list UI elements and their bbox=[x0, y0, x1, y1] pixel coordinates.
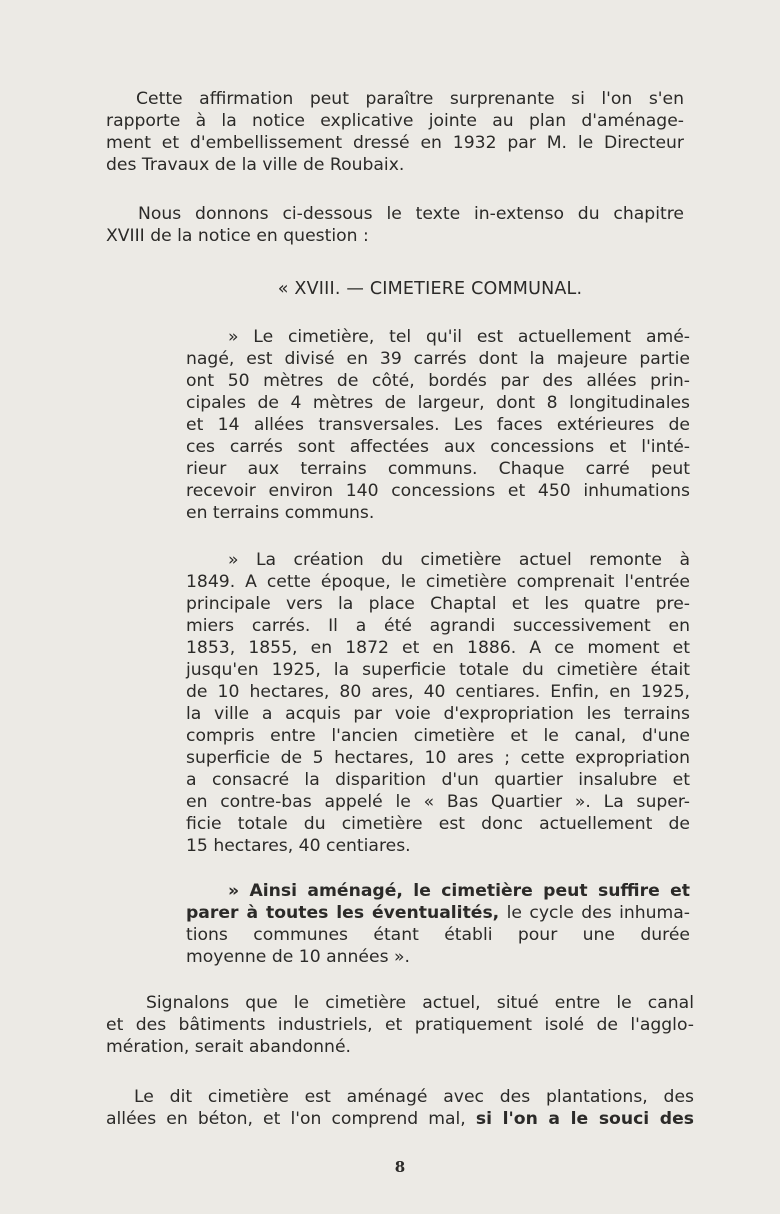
text-line: et des bâtiments industriels, et pratiquement isolé de l'agglo- bbox=[106, 1015, 694, 1035]
text-line: a consacré la disparition d'un quartier insalubre et bbox=[186, 770, 690, 790]
text-line: et 14 allées transversales. Les faces extérieures de bbox=[186, 415, 690, 435]
text-line: miers carrés. Il a été agrandi successivement en bbox=[186, 616, 690, 636]
text-line: XVIII de la notice en question : bbox=[106, 226, 369, 246]
text-line bbox=[186, 902, 690, 924]
text-run: allées en béton, et l'on comprend mal, bbox=[106, 1109, 476, 1129]
text-line: » Le cimetière, tel qu'il est actuellement amé- bbox=[228, 327, 690, 347]
text-line: de 10 hectares, 80 ares, 40 centiares. Enfin, en 1925, bbox=[186, 682, 690, 702]
paragraph-chapter-intro bbox=[106, 203, 684, 247]
text-run: le cycle des inhuma- bbox=[499, 903, 690, 923]
text-line: cipales de 4 mètres de largeur, dont 8 longitudinales bbox=[186, 393, 690, 413]
text-line: 1853, 1855, en 1872 et en 1886. A ce moment et bbox=[186, 638, 690, 658]
bold-phrase: parer à toutes les éventualités, bbox=[186, 903, 500, 923]
bold-phrase: si l'on a le souci des bbox=[475, 1109, 694, 1129]
text-line: nagé, est divisé en 39 carrés dont la majeure partie bbox=[186, 349, 690, 369]
section-heading: « XVIII. — CIMETIERE COMMUNAL. bbox=[277, 279, 583, 299]
text-line: Signalons que le cimetière actuel, situé entre le canal bbox=[146, 993, 694, 1013]
text-line: jusqu'en 1925, la superficie totale du cimetière était bbox=[186, 660, 690, 680]
text-line: Le dit cimetière est aménagé avec des plantations, des bbox=[134, 1087, 694, 1107]
text-line: 15 hectares, 40 centiares. bbox=[186, 836, 411, 856]
text-line: en contre-bas appelé le « Bas Quartier ». La super- bbox=[186, 792, 690, 812]
text-line: superficie de 5 hectares, 10 ares ; cette expropriation bbox=[186, 748, 690, 768]
text-line: la ville a acquis par voie d'expropriation les terrains bbox=[186, 704, 690, 724]
text-line: compris entre l'ancien cimetière et le canal, d'une bbox=[186, 726, 690, 746]
paragraph-signal bbox=[106, 992, 694, 1058]
text-line: rieur aux terrains communs. Chaque carré peut bbox=[186, 459, 690, 479]
page-number: 8 bbox=[394, 1158, 406, 1176]
quote-paragraph-history bbox=[186, 549, 690, 857]
text-line: 1849. A cette époque, le cimetière comprenait l'entrée bbox=[186, 572, 690, 592]
text-line: principale vers la place Chaptal et les quatre pre- bbox=[186, 594, 690, 614]
text-line: ont 50 mètres de côté, bordés par des allées prin- bbox=[186, 371, 690, 391]
text-line: » La création du cimetière actuel remonte à bbox=[228, 550, 690, 570]
text-line: Cette affirmation peut paraître surprenante si l'on s'en bbox=[136, 89, 684, 109]
text-line bbox=[106, 1108, 694, 1130]
text-line: en terrains communs. bbox=[186, 503, 375, 523]
paragraph-intro bbox=[106, 88, 684, 176]
text-line: ment et d'embellissement dressé en 1932 par M. le Directeur bbox=[106, 133, 684, 153]
text-line: ficie totale du cimetière est donc actuellement de bbox=[186, 814, 690, 834]
text-line: ces carrés sont affectées aux concessions et l'inté- bbox=[186, 437, 690, 457]
text-line: rapporte à la notice explicative jointe au plan d'aménage- bbox=[106, 111, 684, 131]
text-line: mération, serait abandonné. bbox=[106, 1037, 351, 1057]
text-line: tions communes étant établi pour une durée bbox=[186, 925, 690, 945]
text-line: moyenne de 10 années ». bbox=[186, 947, 410, 967]
text-line: Nous donnons ci-dessous le texte in-extenso du chapitre bbox=[138, 204, 684, 224]
quote-paragraph-layout bbox=[186, 326, 690, 524]
paragraph-cemetery bbox=[106, 1086, 694, 1130]
text-line-bold: » Ainsi aménagé, le cimetière peut suffire et bbox=[228, 881, 690, 901]
text-line: recevoir environ 140 concessions et 450 inhumations bbox=[186, 481, 690, 501]
text-line: des Travaux de la ville de Roubaix. bbox=[106, 155, 405, 175]
quote-paragraph-conclusion bbox=[186, 880, 690, 968]
